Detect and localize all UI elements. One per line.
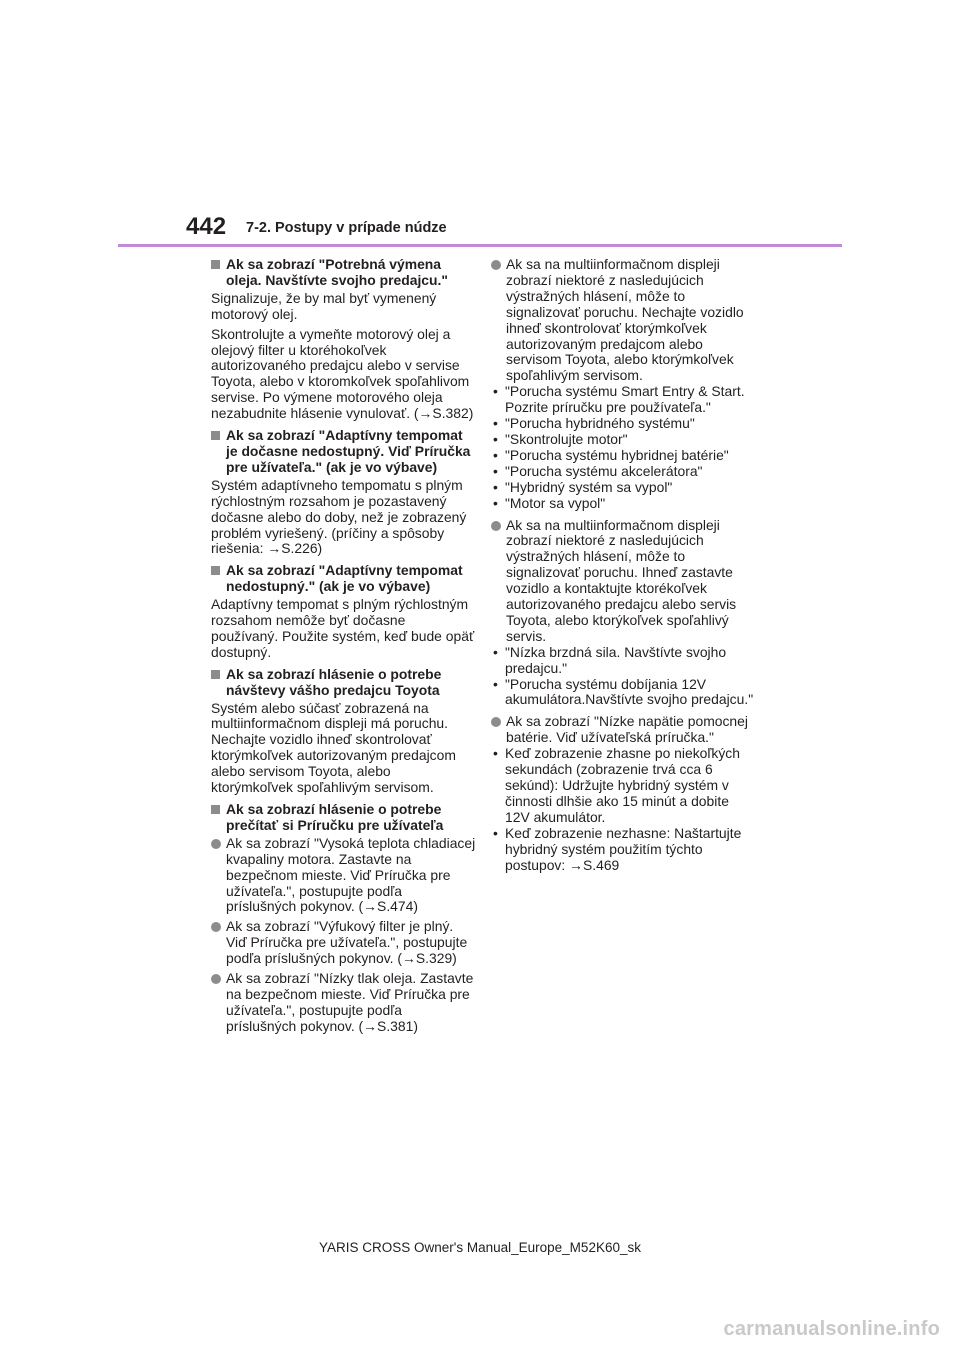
section-heading: Ak sa zobrazí "Potrebná výmena oleja. Navštívte svojho predajcu." [226, 256, 448, 288]
list-item: Ak sa na multiinformačnom displeji zobrazí niektoré z nasledujúcich výstražných hlásení, môže to signalizovať poruchu. Ihneď zastavte vozidlo a kontaktujte ktorékoľvek autorizovaného predajcu alebo servis Toyota, alebo ktorýkoľvek spoľahlivý servis. [491, 518, 756, 645]
paragraph: Skontrolujte a vymeňte motorový olej a olejový filter u ktoréhokoľvek autorizovaného predajcu alebo v servise Toyota, alebo v ktoromkoľvek spoľahlivom servise. Po výmene motorového oleja nezabudnite hlásenie vynulovať. (→S.382) [211, 325, 474, 422]
paragraph: Adaptívny tempomat s plným rýchlostným rozsahom nemôže byť dočasne používaný. Použite systém, keď bude opäť dostupný. [211, 596, 475, 660]
section-heading: Ak sa zobrazí hlásenie o potrebe prečítať si Príručku pre užívateľa [226, 801, 444, 833]
right-column [491, 257, 756, 879]
list-item: • "Porucha systému Smart Entry & Start. Pozrite príručku pre používateľa." [493, 383, 745, 416]
section-heading: Ak sa zobrazí hlásenie o potrebe návštevy vášho predajcu Toyota [226, 665, 442, 698]
paragraph: Systém alebo súčasť zobrazená na multiinformačnom displeji má poruchu. Nechajte vozidlo ihneď skontrolovať ktorýmkoľvek autorizovaným predajcom alebo servisom Toyota, alebo ktorýmkoľvek spoľahlivým servisom. [211, 699, 456, 796]
header-rule [118, 244, 842, 247]
circle-bullet-icon [211, 974, 221, 984]
square-bullet-icon [211, 260, 220, 269]
list-item: • "Motor sa vypol" [493, 494, 606, 511]
list-item: • Keď zobrazenie nezhasne: Naštartujte hybridný systém použitím týchto postupov: →S.469 [493, 824, 742, 873]
circle-bullet-icon [491, 717, 501, 727]
list-item: • "Porucha hybridného systému" [493, 415, 695, 432]
list-item: Ak sa zobrazí "Výfukový filter je plný. Viď Príručka pre užívateľa.", postupujte podľa príslušných pokynov. (→S.329) [211, 919, 476, 967]
warning-group-2 [491, 518, 756, 709]
watermark: carmanualsonline.info [723, 1318, 940, 1340]
section-cruise-temporary [211, 428, 476, 557]
list-item: • "Porucha systému hybridnej batérie" [493, 446, 729, 463]
page-number: 442 [186, 213, 227, 240]
paragraph: Signalizuje, že by mal byť vymenený motorový olej. [211, 289, 437, 322]
section-oil-change [211, 257, 476, 422]
list-item: • Keď zobrazenie zhasne po niekoľkých sekundách (zobrazenie trvá cca 6 sekúnd): Udržujte hybridný systém v činnosti dlhšie ako 15 minút a dobite 12V akumulátor. [493, 745, 740, 825]
list-item: Ak sa na multiinformačnom displeji zobrazí niektoré z nasledujúcich výstražných hlásení, môže to signalizovať poruchu. Nechajte vozidlo ihneď skontrolovať ktorýmkoľvek autorizovaným predajcom alebo servisom Toyota, alebo ktorýmkoľvek spoľahlivým servisom. [491, 257, 756, 384]
circle-bullet-icon [211, 839, 221, 849]
left-column [211, 257, 476, 1041]
list-item: Ak sa zobrazí "Vysoká teplota chladiacej kvapaliny motora. Zastavte na bezpečnom mieste. Viď Príručka pre užívateľa.", postupujte podľa príslušných pokynov. (→S.474) [211, 836, 476, 916]
warning-list [491, 746, 756, 873]
square-bullet-icon [211, 566, 220, 575]
footer-text: YARIS CROSS Owner's Manual_Europe_M52K60_sk [319, 1240, 641, 1255]
list-item: • "Hybridný systém sa vypol" [493, 478, 673, 495]
square-bullet-icon [211, 431, 220, 440]
circle-bullet-icon [491, 260, 501, 270]
circle-bullet-icon [491, 521, 501, 531]
warning-list [491, 645, 756, 709]
circle-bullet-icon [211, 922, 221, 932]
warning-group-1 [491, 257, 756, 512]
section-visit-dealer [211, 667, 476, 796]
list-item: • "Skontrolujte motor" [493, 430, 628, 447]
paragraph: Systém adaptívneho tempomatu s plným rýchlostným rozsahom je pozastavený dočasne alebo do doby, než je zobrazený problém vyriešený. (príčiny a spôsoby riešenia: →S.226) [211, 476, 467, 557]
warning-list [491, 384, 756, 511]
list-item: • "Porucha systému dobíjania 12V akumulátora.Navštívte svojho predajcu." [493, 675, 754, 708]
list-item: Ak sa zobrazí "Nízky tlak oleja. Zastavte na bezpečnom mieste. Viď Príručka pre užívateľa.", postupujte podľa príslušných pokynov. (→S.381) [211, 971, 476, 1035]
square-bullet-icon [211, 805, 220, 814]
warning-group-3 [491, 714, 756, 873]
list-item: Ak sa zobrazí "Nízke napätie pomocnej batérie. Viď užívateľská príručka." [491, 714, 756, 746]
section-heading: Ak sa zobrazí "Adaptívny tempomat nedostupný." (ak je vo výbave) [226, 562, 463, 595]
section-title: 7-2. Postupy v prípade núdze [246, 220, 447, 236]
list-item: • "Porucha systému akcelerátora" [493, 462, 703, 479]
square-bullet-icon [211, 670, 220, 679]
section-cruise-unavailable [211, 563, 476, 660]
list-item: • "Nízka brzdná sila. Navštívte svojho predajcu." [493, 643, 727, 676]
section-read-manual [211, 802, 476, 1035]
section-heading: Ak sa zobrazí "Adaptívny tempomat je dočasne nedostupný. Viď Príručka pre užívateľa." (ak je vo výbave) [226, 427, 471, 475]
